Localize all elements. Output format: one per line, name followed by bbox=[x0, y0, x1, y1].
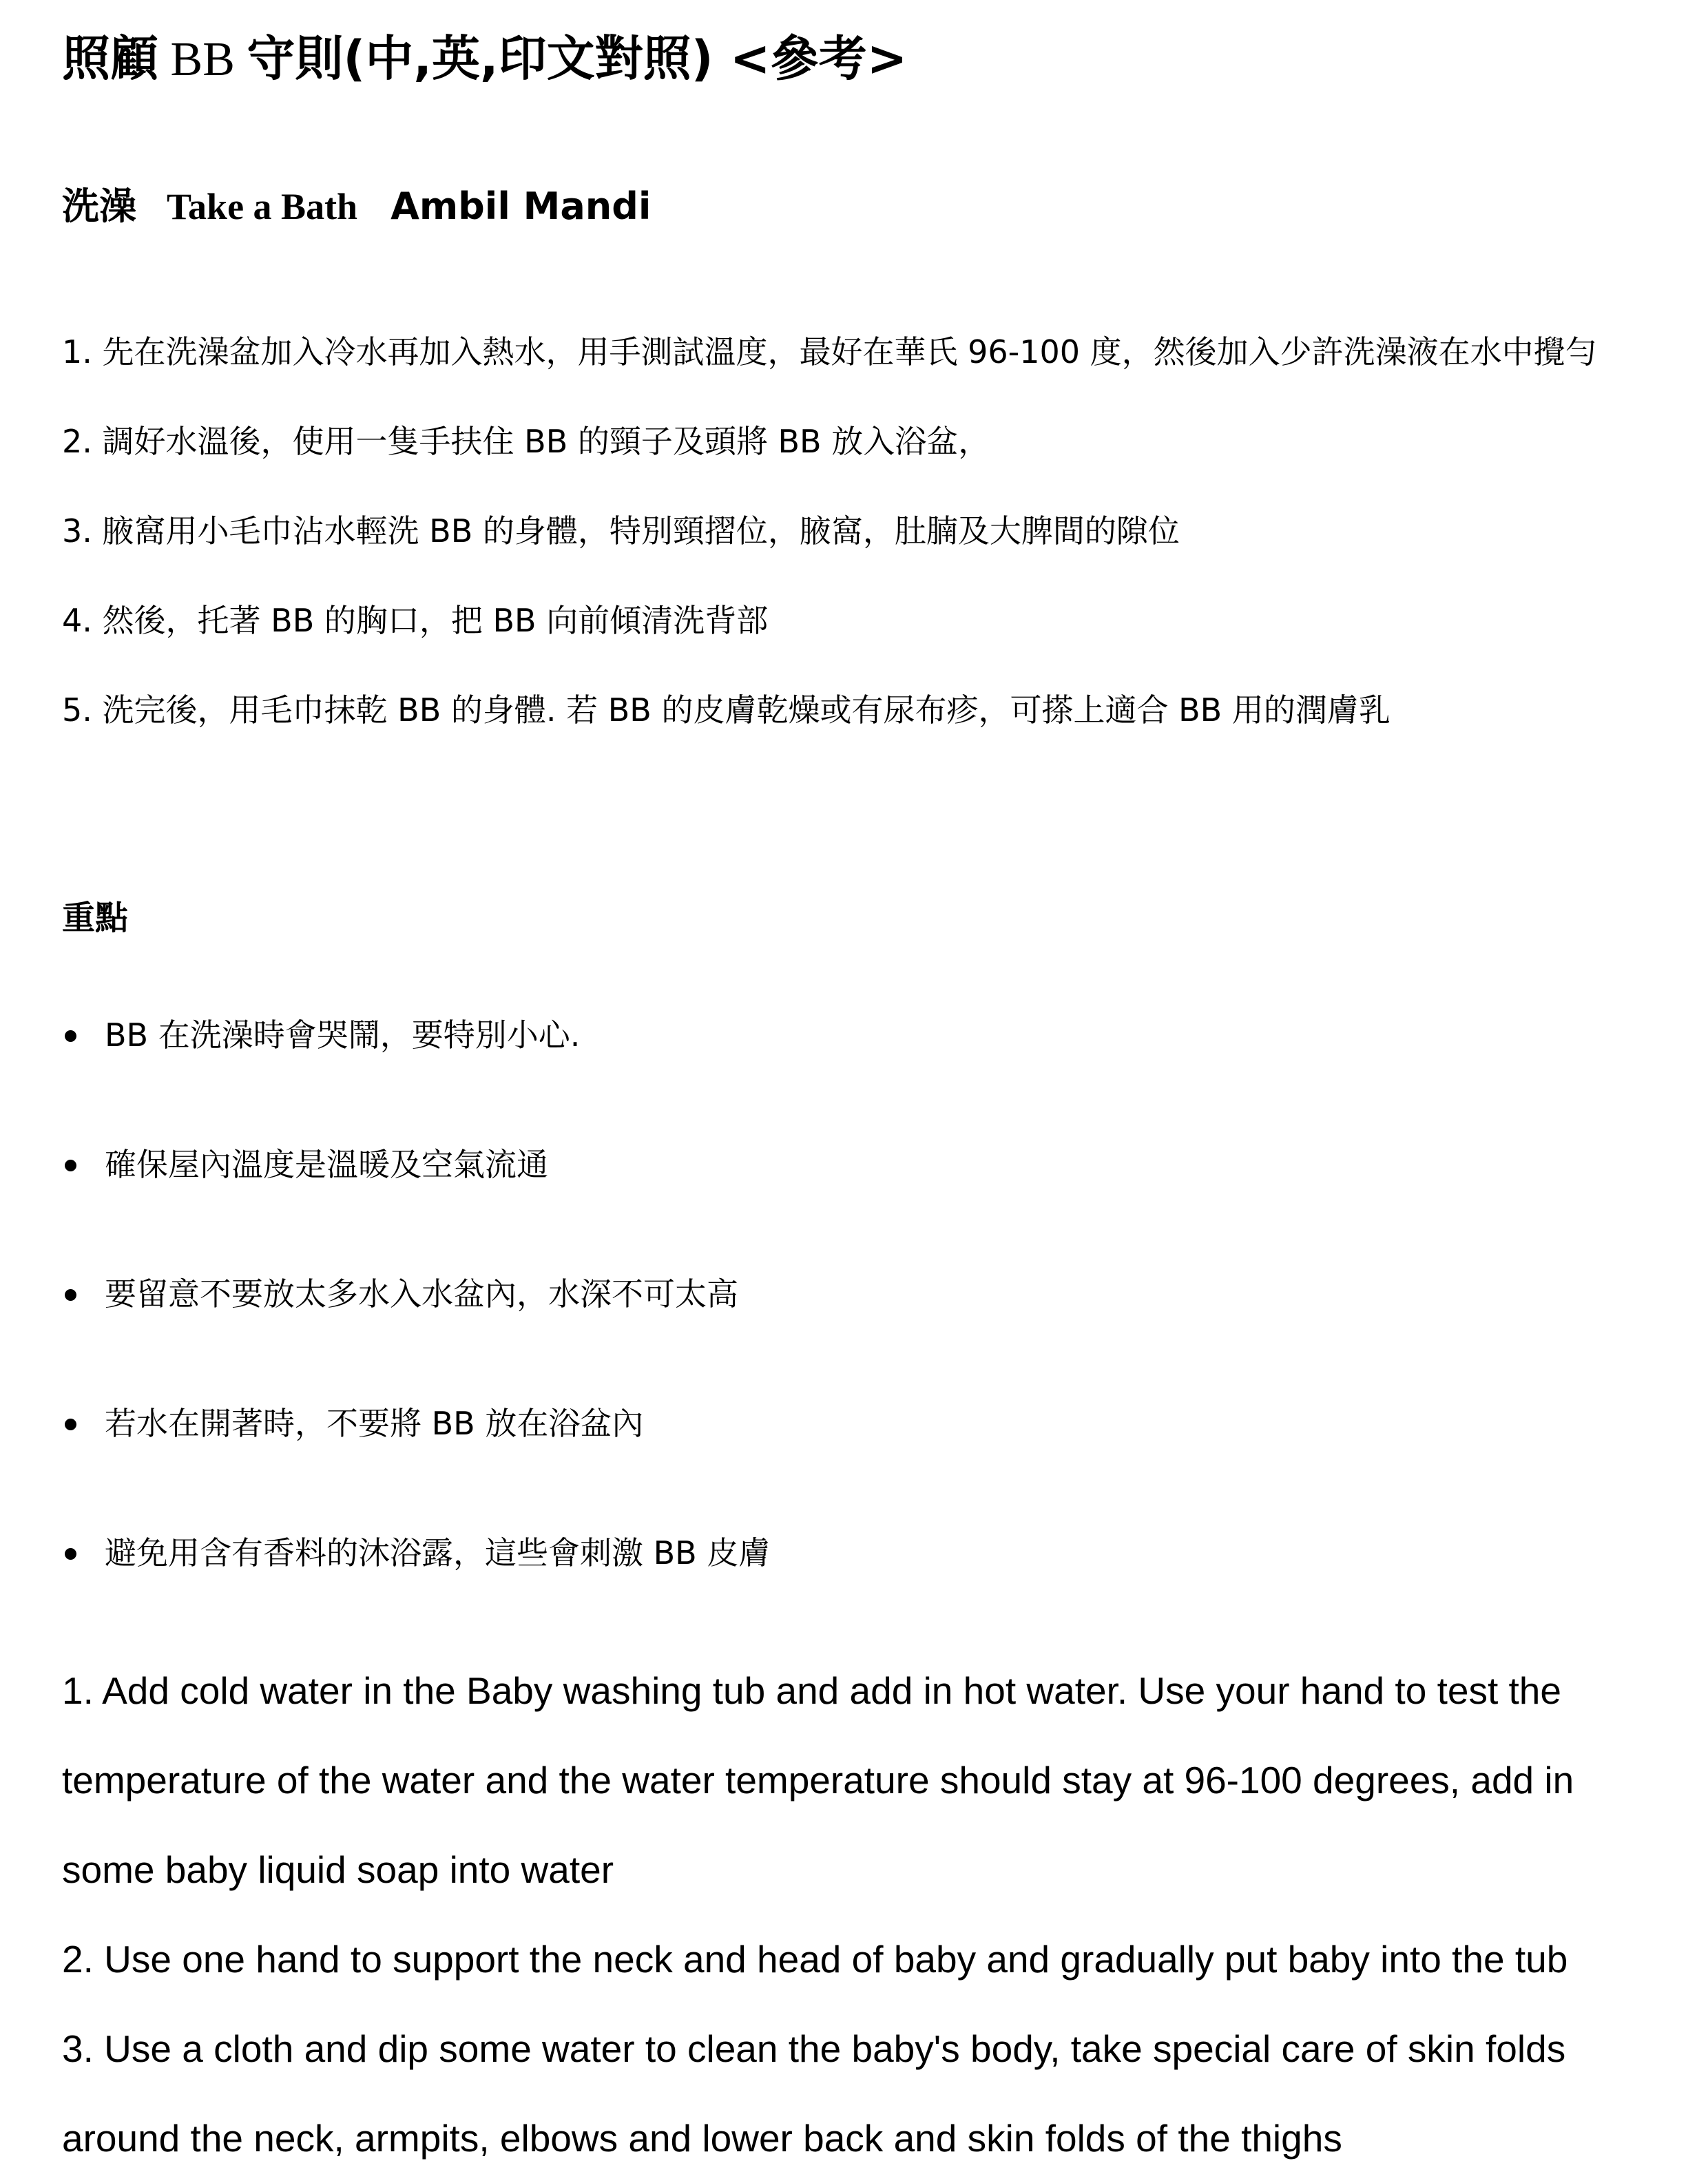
title-suffix: 守則(中,英,印文對照) <參考> bbox=[247, 30, 908, 87]
title-bb: BB bbox=[158, 33, 247, 86]
key-point-text: 要留意不要放太多水入水盆內，水深不可太高 bbox=[105, 1275, 738, 1313]
key-point-item bbox=[62, 1004, 1646, 1134]
document-title bbox=[62, 21, 907, 98]
section-heading-bath bbox=[62, 176, 651, 238]
key-point-text: 避免用含有香料的沐浴露，這些會刺激 BB 皮膚 bbox=[105, 1534, 771, 1571]
chinese-step-5: 5. 洗完後，用毛巾抹乾 BB 的身體. 若 BB 的皮膚乾燥或有尿布疹，可搽上適合 BB 用的潤膚乳 bbox=[62, 691, 1391, 729]
bullet-dot-icon bbox=[65, 1160, 76, 1171]
key-points-list bbox=[62, 1004, 1646, 1651]
english-steps-list bbox=[62, 1646, 1674, 2183]
section-heading-zh: 洗澡 bbox=[62, 185, 136, 228]
section-heading-en: Take a Bath bbox=[167, 186, 358, 227]
key-points-heading: 重點 bbox=[62, 899, 129, 937]
bullet-dot-icon bbox=[65, 1030, 76, 1042]
bullet-dot-icon bbox=[65, 1548, 76, 1560]
key-point-item bbox=[62, 1134, 1646, 1263]
chinese-step-1: 1. 先在洗澡盆加入冷水再加入熱水，用手測試溫度，最好在華氏 96-100 度，然後加入少許洗澡液在水中攪勻 bbox=[62, 333, 1597, 370]
key-point-text: 若水在開著時，不要將 BB 放在浴盆內 bbox=[105, 1405, 644, 1442]
chinese-step-4: 4. 然後，托著 BB 的胸口，把 BB 向前傾清洗背部 bbox=[62, 602, 769, 639]
key-point-item bbox=[62, 1263, 1646, 1392]
section-heading-id: Ambil Mandi bbox=[390, 185, 652, 228]
bullet-dot-icon bbox=[65, 1289, 76, 1301]
key-point-item bbox=[62, 1392, 1646, 1522]
chinese-step-3: 3. 腋窩用小毛巾沾水輕洗 BB 的身體，特別頸摺位，腋窩，肚腩及大脾間的隙位 bbox=[62, 512, 1180, 550]
title-prefix: 照顧 bbox=[62, 30, 158, 87]
english-step-2: 2. Use one hand to support the neck and head of baby and gradually put baby into the tub bbox=[62, 1938, 1568, 1981]
key-point-text: BB 在洗澡時會哭鬧，要特別小心. bbox=[105, 1016, 581, 1054]
chinese-steps-list bbox=[62, 307, 1674, 755]
chinese-step-2: 2. 調好水溫後，使用一隻手扶住 BB 的頸子及頭將 BB 放入浴盆， bbox=[62, 423, 990, 460]
bullet-dot-icon bbox=[65, 1419, 76, 1430]
key-point-text: 確保屋內溫度是溫暖及空氣流通 bbox=[105, 1146, 548, 1183]
key-point-item bbox=[62, 1522, 1646, 1651]
english-step-3: 3. Use a cloth and dip some water to clean the baby's body, take special care of skin folds around the neck, armpits, elbows and lower back and skin folds of the thighs bbox=[62, 2027, 1566, 2160]
english-step-1: 1. Add cold water in the Baby washing tub and add in hot water. Use your hand to test the temperature of the water and the water temperature should stay at 96-100 degrees, add in some baby liquid soap into water bbox=[62, 1669, 1574, 1891]
